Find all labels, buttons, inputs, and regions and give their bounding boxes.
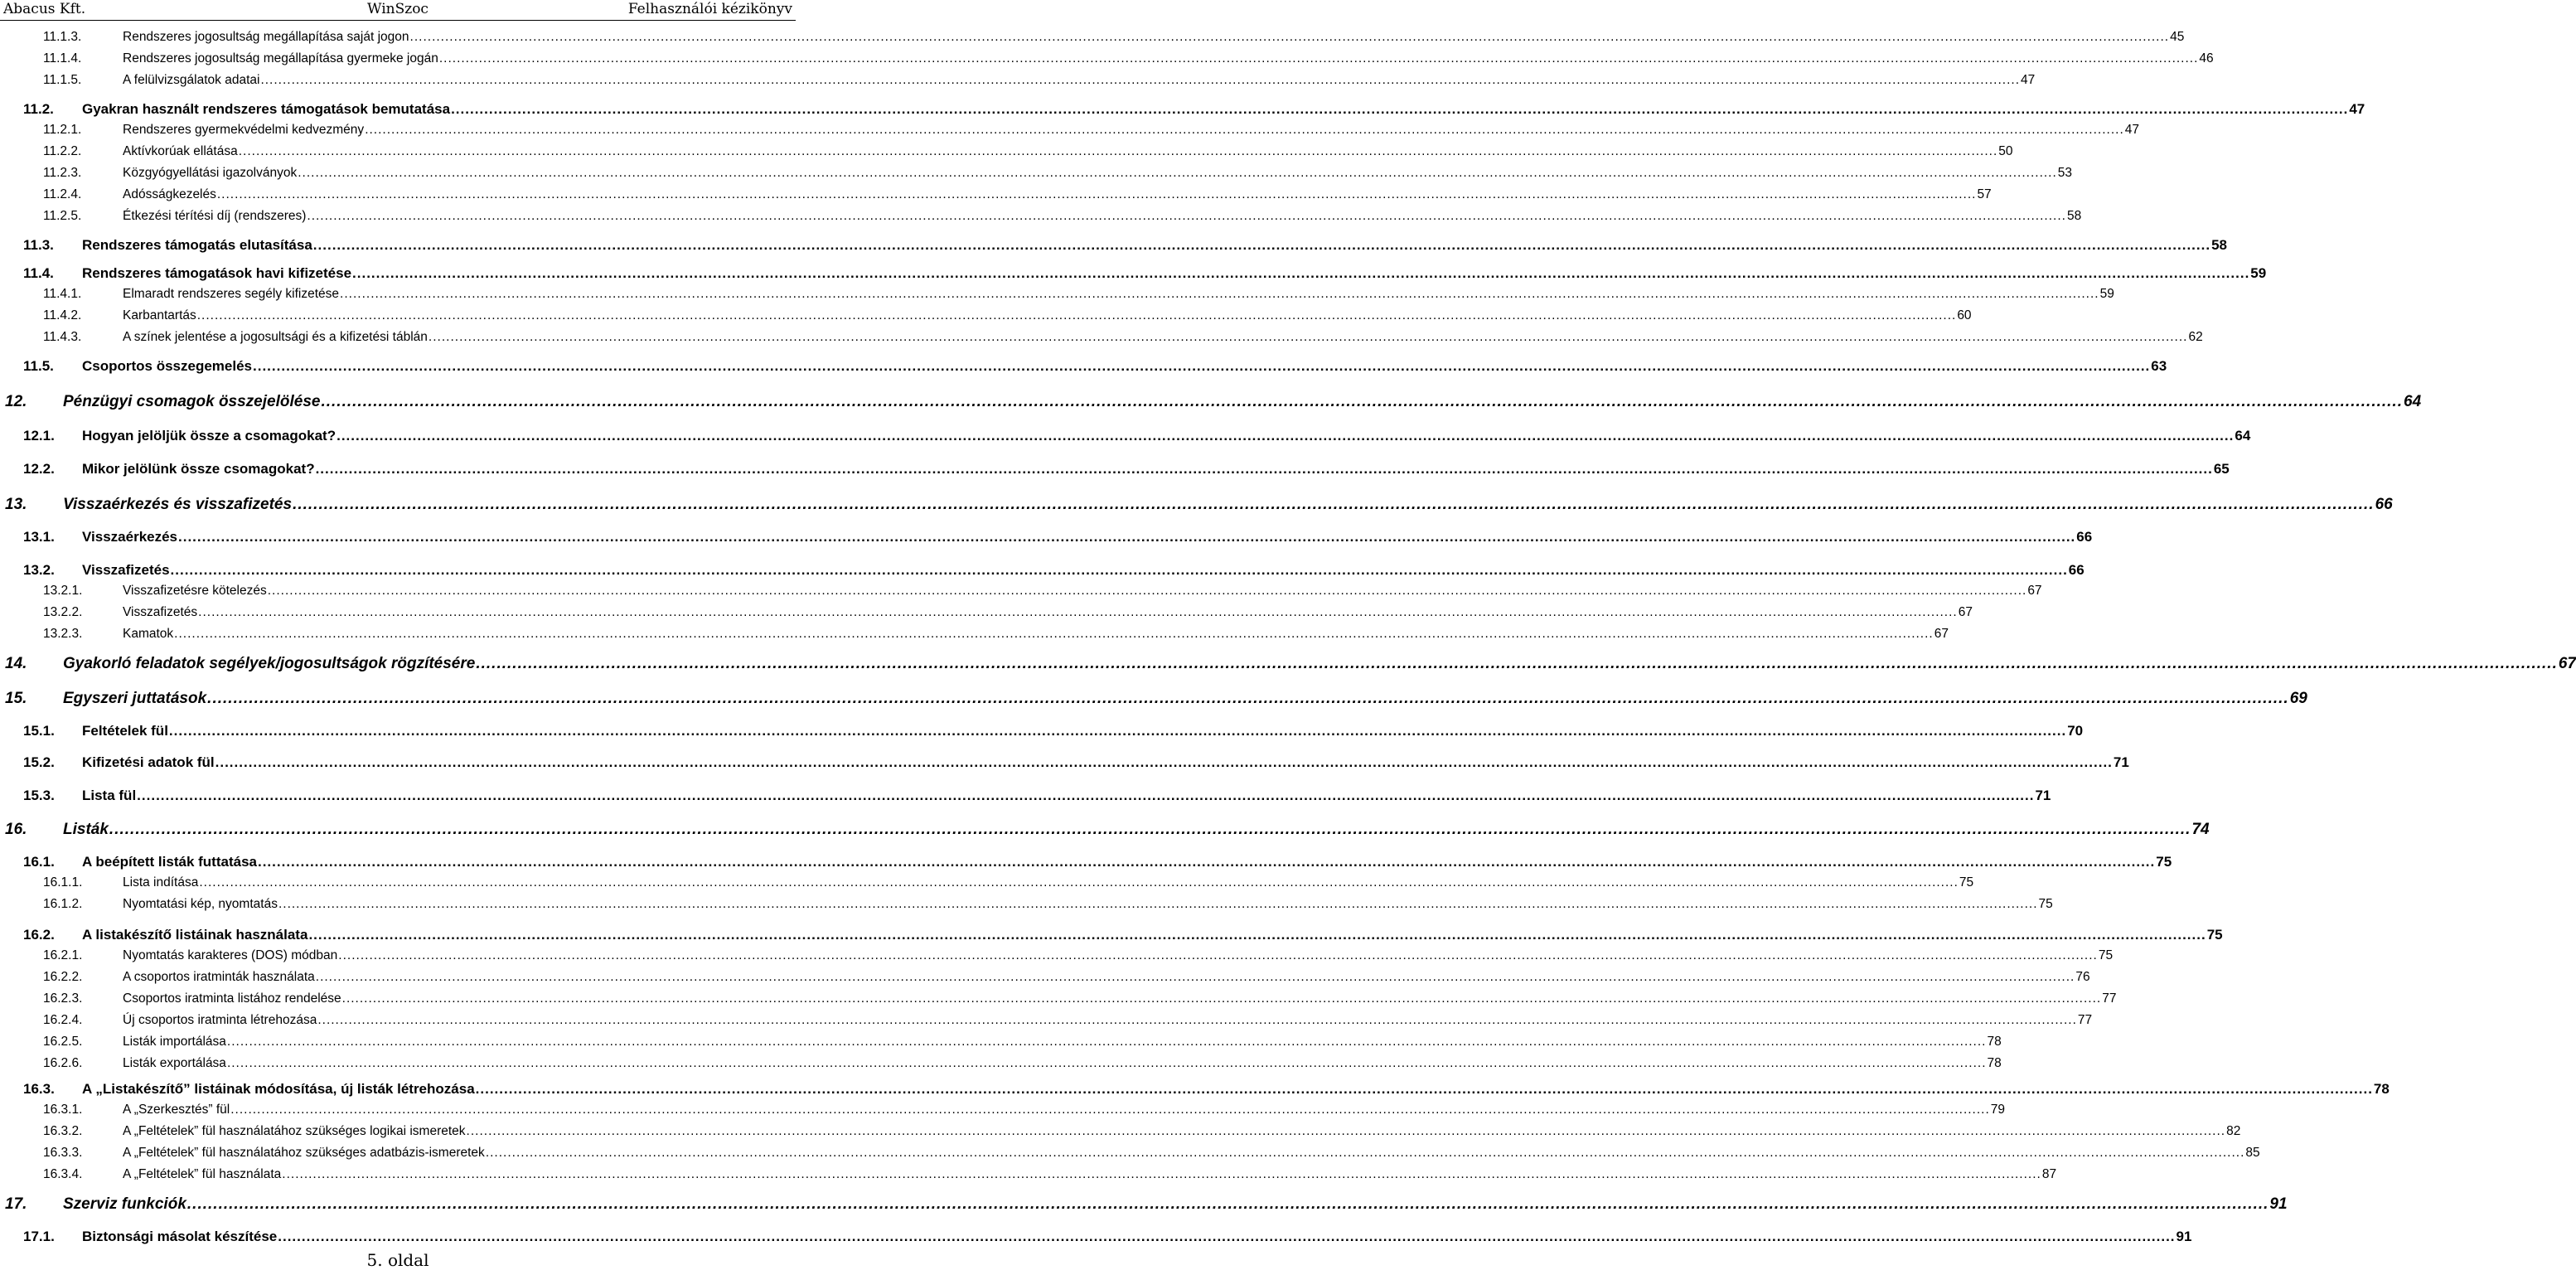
toc-entry-level-3[interactable] bbox=[0, 1146, 2260, 1161]
toc-dot-leader: ................................................................................................................................................................................................................................................................................................................................................................................................................ bbox=[199, 875, 1959, 889]
toc-entry-number: 11.1.3. bbox=[43, 30, 82, 44]
toc-entry-title: Rendszeres támogatások havi kifizetése bbox=[82, 265, 352, 281]
toc-entry-number: 14. bbox=[5, 655, 27, 672]
toc-entry-page: 47 bbox=[2349, 101, 2365, 117]
toc-entry-title: Aktívkorúak ellátása bbox=[123, 144, 238, 158]
toc-entry-number: 11.2. bbox=[23, 101, 54, 117]
toc-entry-title: Rendszeres jogosultság megállapítása saját jogon bbox=[123, 30, 409, 44]
toc-entry-number: 17.1. bbox=[23, 1229, 55, 1244]
toc-entry-level-3[interactable] bbox=[0, 187, 1992, 202]
toc-entry-number: 16.3.1. bbox=[43, 1103, 83, 1117]
toc-entry-page: 78 bbox=[1987, 1035, 2002, 1049]
toc-entry-level-3[interactable] bbox=[0, 948, 2114, 963]
toc-entry-page: 47 bbox=[2021, 73, 2036, 87]
toc-dot-leader: ................................................................................................................................................................................................................................................................................................................................................................................................................ bbox=[308, 927, 2206, 943]
toc-entry-number: 16.3. bbox=[23, 1081, 55, 1097]
toc-dot-leader: ................................................................................................................................................................................................................................................................................................................................................................................................................ bbox=[198, 605, 1958, 619]
toc-entry-title: Adósságkezelés bbox=[123, 187, 216, 201]
toc-entry-page: 85 bbox=[2245, 1146, 2260, 1160]
toc-entry-page: 91 bbox=[2269, 1195, 2288, 1213]
toc-entry-title: Közgyógyellátási igazolványok bbox=[123, 166, 298, 180]
toc-dot-leader: ................................................................................................................................................................................................................................................................................................................................................................................................................ bbox=[216, 187, 1977, 201]
toc-entry-number: 16. bbox=[5, 821, 27, 838]
toc-entry-page: 58 bbox=[2066, 209, 2082, 223]
toc-entry-title: Visszafizetés bbox=[82, 562, 170, 578]
toc-dot-leader: ................................................................................................................................................................................................................................................................................................................................................................................................................ bbox=[341, 991, 2102, 1006]
toc-entry-number: 17. bbox=[5, 1195, 27, 1213]
toc-entry-title: Csoportos összegemelés bbox=[82, 358, 253, 374]
toc-entry-level-3[interactable] bbox=[0, 897, 2053, 912]
toc-entry-level-3[interactable] bbox=[0, 1167, 2057, 1182]
toc-entry-title: Visszafizetés bbox=[123, 605, 198, 619]
toc-entry-title: A csoportos iratminták használata bbox=[123, 970, 315, 984]
toc-entry-page: 60 bbox=[1957, 308, 1972, 322]
toc-entry-number: 16.3.3. bbox=[43, 1146, 83, 1160]
toc-entry-level-1[interactable] bbox=[0, 690, 2307, 708]
toc-entry-page: 62 bbox=[2188, 330, 2203, 344]
toc-dot-leader: ................................................................................................................................................................................................................................................................................................................................................................................................................ bbox=[338, 948, 2098, 962]
toc-entry-level-2[interactable] bbox=[0, 754, 2129, 771]
toc-dot-leader: ................................................................................................................................................................................................................................................................................................................................................................................................................ bbox=[321, 393, 2403, 410]
toc-entry-page: 75 bbox=[2098, 948, 2114, 962]
toc-entry-title: Feltételek fül bbox=[82, 723, 168, 739]
toc-entry-level-2[interactable] bbox=[0, 461, 2230, 477]
toc-dot-leader: ................................................................................................................................................................................................................................................................................................................................................................................................................ bbox=[428, 330, 2188, 344]
toc-entry-page: 74 bbox=[2191, 821, 2210, 838]
toc-entry-title: A „Feltételek” fül használatához szükséges adatbázis-ismeretek bbox=[123, 1146, 485, 1160]
toc-entry-number: 11.2.1. bbox=[43, 123, 82, 137]
toc-entry-title: Kamatok bbox=[123, 627, 174, 641]
toc-dot-leader: ................................................................................................................................................................................................................................................................................................................................................................................................................ bbox=[257, 854, 2156, 870]
toc-dot-leader: ................................................................................................................................................................................................................................................................................................................................................................................................................ bbox=[315, 970, 2075, 984]
toc-entry-level-3[interactable] bbox=[0, 166, 2073, 181]
toc-entry-level-3[interactable] bbox=[0, 51, 2214, 66]
toc-entry-title: Lista fül bbox=[82, 788, 137, 803]
toc-entry-number: 11.2.4. bbox=[43, 187, 82, 201]
toc-dot-leader: ................................................................................................................................................................................................................................................................................................................................................................................................................ bbox=[312, 237, 2211, 253]
toc-entry-page: 75 bbox=[2038, 897, 2053, 911]
toc-entry-title: A beépített listák futtatása bbox=[82, 854, 257, 870]
toc-entry-title: Listák importálása bbox=[123, 1035, 226, 1049]
toc-entry-page: 67 bbox=[2027, 584, 2042, 598]
toc-entry-title: Listák bbox=[63, 821, 109, 838]
toc-entry-level-2[interactable] bbox=[0, 562, 2085, 579]
toc-entry-level-2[interactable] bbox=[0, 927, 2223, 943]
toc-entry-page: 71 bbox=[2035, 788, 2051, 803]
toc-entry-level-3[interactable] bbox=[0, 209, 2082, 224]
toc-dot-leader: ................................................................................................................................................................................................................................................................................................................................................................................................................ bbox=[293, 496, 2375, 513]
toc-entry-number: 16.1. bbox=[23, 854, 55, 870]
toc-entry-title: Új csoportos iratminta létrehozása bbox=[123, 1013, 317, 1027]
toc-entry-title: Visszaérkezés és visszafizetés bbox=[63, 496, 293, 513]
toc-dot-leader: ................................................................................................................................................................................................................................................................................................................................................................................................................ bbox=[315, 461, 2213, 477]
toc-entry-page: 66 bbox=[2076, 529, 2093, 545]
toc-entry-level-3[interactable] bbox=[0, 1124, 2241, 1139]
toc-entry-title: Nyomtatási kép, nyomtatás bbox=[123, 897, 278, 911]
toc-entry-number: 16.2. bbox=[23, 927, 55, 943]
toc-dot-leader: ................................................................................................................................................................................................................................................................................................................................................................................................................ bbox=[485, 1146, 2245, 1160]
toc-entry-page: 71 bbox=[2113, 754, 2129, 770]
toc-entry-page: 76 bbox=[2075, 970, 2090, 984]
toc-dot-leader: ................................................................................................................................................................................................................................................................................................................................................................................................................ bbox=[282, 1167, 2041, 1181]
header-product: WinSzoc bbox=[367, 1, 429, 17]
toc-entry-number: 16.1.1. bbox=[43, 875, 83, 889]
toc-entry-level-3[interactable] bbox=[0, 330, 2203, 345]
toc-dot-leader: ................................................................................................................................................................................................................................................................................................................................................................................................................ bbox=[137, 788, 2035, 803]
toc-dot-leader: ................................................................................................................................................................................................................................................................................................................................................................................................................ bbox=[409, 30, 2170, 44]
toc-dot-leader: ................................................................................................................................................................................................................................................................................................................................................................................................................ bbox=[215, 754, 2113, 770]
toc-entry-page: 87 bbox=[2041, 1167, 2057, 1181]
toc-entry-page: 78 bbox=[2373, 1081, 2390, 1097]
toc-entry-title: Biztonsági másolat készítése bbox=[82, 1229, 278, 1244]
toc-entry-page: 82 bbox=[2226, 1124, 2241, 1138]
toc-entry-level-3[interactable] bbox=[0, 970, 2090, 985]
toc-entry-page: 66 bbox=[2375, 496, 2393, 513]
toc-entry-level-3[interactable] bbox=[0, 627, 1949, 642]
toc-dot-leader: ................................................................................................................................................................................................................................................................................................................................................................................................................ bbox=[466, 1124, 2226, 1138]
toc-entry-page: 65 bbox=[2213, 461, 2230, 477]
toc-entry-number: 13.1. bbox=[23, 529, 55, 545]
toc-entry-page: 69 bbox=[2289, 690, 2307, 707]
toc-entry-number: 15.3. bbox=[23, 788, 55, 803]
toc-entry-title: A listakészítő listáinak használata bbox=[82, 927, 308, 943]
toc-entry-title: Gyakran használt rendszeres támogatások bemutatása bbox=[82, 101, 451, 117]
toc-entry-page: 77 bbox=[2102, 991, 2117, 1006]
toc-dot-leader: ................................................................................................................................................................................................................................................................................................................................................................................................................ bbox=[451, 101, 2349, 117]
toc-entry-level-3[interactable] bbox=[0, 73, 2036, 88]
toc-entry-number: 15.2. bbox=[23, 754, 55, 770]
toc-entry-title: Étkezési térítési díj (rendszeres) bbox=[123, 209, 307, 223]
toc-entry-number: 16.2.3. bbox=[43, 991, 83, 1006]
toc-entry-number: 11.2.2. bbox=[43, 144, 82, 158]
toc-entry-level-2[interactable] bbox=[0, 428, 2251, 444]
toc-entry-page: 67 bbox=[1934, 627, 1949, 641]
toc-entry-level-3[interactable] bbox=[0, 30, 2185, 45]
toc-entry-level-2[interactable] bbox=[0, 529, 2093, 545]
toc-dot-leader: ................................................................................................................................................................................................................................................................................................................................................................................................................ bbox=[365, 123, 2124, 137]
toc-entry-level-2[interactable] bbox=[0, 723, 2084, 739]
toc-entry-title: A „Listakészítő” listáinak módosítása, új listák létrehozása bbox=[82, 1081, 475, 1097]
toc-entry-page: 75 bbox=[1959, 875, 1974, 889]
toc-dot-leader: ................................................................................................................................................................................................................................................................................................................................................................................................................ bbox=[109, 821, 2191, 838]
toc-entry-number: 16.1.2. bbox=[43, 897, 83, 911]
toc-entry-title: Elmaradt rendszeres segély kifizetése bbox=[123, 287, 340, 301]
toc-entry-page: 70 bbox=[2067, 723, 2084, 739]
toc-dot-leader: ................................................................................................................................................................................................................................................................................................................................................................................................................ bbox=[438, 51, 2199, 65]
toc-entry-title: Lista indítása bbox=[123, 875, 199, 889]
toc-entry-title: Hogyan jelöljük össze a csomagokat? bbox=[82, 428, 337, 444]
toc-entry-level-1[interactable] bbox=[0, 655, 2576, 673]
toc-dot-leader: ................................................................................................................................................................................................................................................................................................................................................................................................................ bbox=[260, 73, 2020, 87]
toc-entry-page: 63 bbox=[2151, 358, 2167, 374]
toc-entry-number: 11.2.5. bbox=[43, 209, 82, 223]
toc-entry-level-3[interactable] bbox=[0, 605, 1973, 620]
toc-dot-leader: ................................................................................................................................................................................................................................................................................................................................................................................................................ bbox=[230, 1103, 1990, 1117]
toc-entry-level-1[interactable] bbox=[0, 821, 2210, 839]
toc-entry-title: Rendszeres gyermekvédelmi kedvezmény bbox=[123, 123, 365, 137]
toc-entry-level-3[interactable] bbox=[0, 123, 2139, 138]
toc-entry-level-1[interactable] bbox=[0, 1195, 2288, 1214]
toc-entry-number: 11.1.4. bbox=[43, 51, 82, 65]
toc-entry-page: 46 bbox=[2199, 51, 2214, 65]
toc-entry-number: 13.2.1. bbox=[43, 584, 83, 598]
toc-entry-number: 12.2. bbox=[23, 461, 55, 477]
toc-entry-title: A „Feltételek” fül használata bbox=[123, 1167, 282, 1181]
toc-entry-level-1[interactable] bbox=[0, 393, 2422, 411]
toc-entry-number: 16.3.2. bbox=[43, 1124, 83, 1138]
toc-entry-level-3[interactable] bbox=[0, 1103, 2006, 1117]
toc-entry-title: Kifizetési adatok fül bbox=[82, 754, 215, 770]
toc-entry-number: 13.2.2. bbox=[43, 605, 83, 619]
toc-entry-title: Mikor jelölünk össze csomagokat? bbox=[82, 461, 315, 477]
toc-entry-level-2[interactable] bbox=[0, 788, 2051, 804]
toc-entry-level-3[interactable] bbox=[0, 1056, 2002, 1071]
toc-entry-page: 59 bbox=[2250, 265, 2267, 281]
page-number: 5. oldal bbox=[366, 1250, 429, 1270]
toc-dot-leader: ................................................................................................................................................................................................................................................................................................................................................................................................................ bbox=[238, 144, 1998, 158]
toc-entry-level-3[interactable] bbox=[0, 287, 2114, 302]
toc-dot-leader: ................................................................................................................................................................................................................................................................................................................................................................................................................ bbox=[196, 308, 1957, 322]
toc-dot-leader: ................................................................................................................................................................................................................................................................................................................................................................................................................ bbox=[298, 166, 2057, 180]
toc-entry-number: 11.4.3. bbox=[43, 330, 82, 344]
toc-entry-number: 16.3.4. bbox=[43, 1167, 83, 1181]
toc-entry-title: Visszafizetésre kötelezés bbox=[123, 584, 267, 598]
toc-dot-leader: ................................................................................................................................................................................................................................................................................................................................................................................................................ bbox=[278, 897, 2038, 911]
toc-entry-title: Karbantartás bbox=[123, 308, 196, 322]
toc-entry-page: 45 bbox=[2170, 30, 2185, 44]
toc-entry-title: Visszaérkezés bbox=[82, 529, 178, 545]
toc-entry-level-3[interactable] bbox=[0, 144, 2013, 159]
toc-dot-leader: ................................................................................................................................................................................................................................................................................................................................................................................................................ bbox=[317, 1013, 2077, 1027]
toc-dot-leader: ................................................................................................................................................................................................................................................................................................................................................................................................................ bbox=[226, 1035, 1987, 1049]
toc-entry-page: 79 bbox=[1990, 1103, 2006, 1117]
toc-entry-page: 75 bbox=[2156, 854, 2172, 870]
toc-entry-title: A „Feltételek” fül használatához szükséges logikai ismeretek bbox=[123, 1124, 466, 1138]
toc-entry-page: 57 bbox=[1977, 187, 1992, 201]
toc-entry-number: 13.2.3. bbox=[43, 627, 83, 641]
toc-entry-number: 12. bbox=[5, 393, 27, 410]
toc-entry-title: A színek jelentése a jogosultsági és a kifizetési táblán bbox=[123, 330, 428, 344]
toc-entry-page: 64 bbox=[2404, 393, 2422, 410]
toc-entry-number: 16.2.2. bbox=[43, 970, 83, 984]
toc-entry-number: 13. bbox=[5, 496, 27, 513]
toc-entry-level-2[interactable] bbox=[0, 101, 2365, 118]
toc-entry-title: Nyomtatás karakteres (DOS) módban bbox=[123, 948, 338, 962]
toc-entry-page: 67 bbox=[1958, 605, 1973, 619]
toc-entry-page: 67 bbox=[2558, 655, 2576, 672]
toc-dot-leader: ................................................................................................................................................................................................................................................................................................................................................................................................................ bbox=[337, 428, 2235, 444]
toc-entry-number: 15.1. bbox=[23, 723, 55, 739]
toc-dot-leader: ................................................................................................................................................................................................................................................................................................................................................................................................................ bbox=[340, 287, 2099, 301]
toc-dot-leader: ................................................................................................................................................................................................................................................................................................................................................................................................................ bbox=[278, 1229, 2176, 1244]
toc-dot-leader: ................................................................................................................................................................................................................................................................................................................................................................................................................ bbox=[226, 1056, 1987, 1070]
toc-entry-number: 16.2.4. bbox=[43, 1013, 83, 1027]
toc-entry-page: 64 bbox=[2235, 428, 2251, 444]
toc-entry-number: 11.4. bbox=[23, 265, 54, 281]
toc-entry-level-3[interactable] bbox=[0, 584, 2042, 599]
toc-entry-page: 78 bbox=[1987, 1056, 2002, 1070]
toc-entry-title: A „Szerkesztés” fül bbox=[123, 1103, 230, 1117]
toc-dot-leader: ................................................................................................................................................................................................................................................................................................................................................................................................................ bbox=[253, 358, 2151, 374]
toc-dot-leader: ................................................................................................................................................................................................................................................................................................................................................................................................................ bbox=[476, 655, 2558, 672]
toc-entry-title: Listák exportálása bbox=[123, 1056, 226, 1070]
toc-entry-page: 59 bbox=[2099, 287, 2114, 301]
toc-entry-title: Szerviz funkciók bbox=[63, 1195, 186, 1213]
toc-entry-title: Pénzügyi csomagok összejelölése bbox=[63, 393, 321, 410]
toc-entry-title: Csoportos iratminta listához rendelése bbox=[123, 991, 341, 1006]
toc-entry-number: 16.2.5. bbox=[43, 1035, 83, 1049]
toc-entry-level-2[interactable] bbox=[0, 1229, 2192, 1245]
toc-entry-title: A felülvizsgálatok adatai bbox=[123, 73, 260, 87]
toc-dot-leader: ................................................................................................................................................................................................................................................................................................................................................................................................................ bbox=[267, 584, 2027, 598]
toc-entry-level-3[interactable] bbox=[0, 875, 1974, 890]
header-doc-title: Felhasználói kézikönyv bbox=[627, 1, 792, 17]
toc-dot-leader: ................................................................................................................................................................................................................................................................................................................................................................................................................ bbox=[186, 1195, 2269, 1213]
toc-entry-level-3[interactable] bbox=[0, 308, 1972, 323]
toc-dot-leader: ................................................................................................................................................................................................................................................................................................................................................................................................................ bbox=[475, 1081, 2373, 1097]
toc-entry-page: 91 bbox=[2176, 1229, 2192, 1244]
toc-entry-page: 77 bbox=[2077, 1013, 2093, 1027]
toc-entry-number: 11.5. bbox=[23, 358, 54, 374]
toc-dot-leader: ................................................................................................................................................................................................................................................................................................................................................................................................................ bbox=[207, 690, 2289, 707]
toc-entry-level-3[interactable] bbox=[0, 991, 2117, 1006]
toc-entry-level-2[interactable] bbox=[0, 237, 2227, 254]
toc-dot-leader: ................................................................................................................................................................................................................................................................................................................................................................................................................ bbox=[178, 529, 2076, 545]
toc-entry-title: Rendszeres jogosultság megállapítása gyermeke jogán bbox=[123, 51, 438, 65]
toc-dot-leader: ................................................................................................................................................................................................................................................................................................................................................................................................................ bbox=[174, 627, 1934, 641]
toc-entry-level-2[interactable] bbox=[0, 265, 2267, 282]
toc-entry-number: 11.4.2. bbox=[43, 308, 82, 322]
toc-entry-number: 15. bbox=[5, 690, 27, 707]
toc-entry-number: 11.3. bbox=[23, 237, 54, 253]
toc-dot-leader: ................................................................................................................................................................................................................................................................................................................................................................................................................ bbox=[170, 562, 2068, 578]
toc-entry-number: 16.2.1. bbox=[43, 948, 83, 962]
toc-entry-page: 66 bbox=[2068, 562, 2085, 578]
toc-entry-page: 47 bbox=[2124, 123, 2139, 137]
toc-entry-title: Egyszeri juttatások bbox=[63, 690, 207, 707]
toc-entry-number: 11.1.5. bbox=[43, 73, 82, 87]
toc-entry-number: 11.4.1. bbox=[43, 287, 82, 301]
toc-entry-page: 53 bbox=[2057, 166, 2073, 180]
toc-entry-page: 75 bbox=[2206, 927, 2223, 943]
toc-entry-level-1[interactable] bbox=[0, 496, 2393, 514]
toc-entry-title: Rendszeres támogatás elutasítása bbox=[82, 237, 312, 253]
toc-entry-number: 16.2.6. bbox=[43, 1056, 83, 1070]
toc-entry-level-3[interactable] bbox=[0, 1035, 2002, 1049]
toc-entry-level-3[interactable] bbox=[0, 1013, 2093, 1028]
toc-entry-title: Gyakorló feladatok segélyek/jogosultságok rögzítésére bbox=[63, 655, 476, 672]
toc-entry-number: 13.2. bbox=[23, 562, 55, 578]
header-company: Abacus Kft. bbox=[3, 1, 86, 17]
toc-entry-number: 12.1. bbox=[23, 428, 55, 444]
toc-entry-number: 11.2.3. bbox=[43, 166, 82, 180]
toc-dot-leader: ................................................................................................................................................................................................................................................................................................................................................................................................................ bbox=[307, 209, 2066, 223]
toc-entry-level-2[interactable] bbox=[0, 358, 2167, 375]
toc-entry-page: 50 bbox=[1998, 144, 2013, 158]
toc-entry-level-2[interactable] bbox=[0, 854, 2172, 870]
toc-entry-page: 58 bbox=[2211, 237, 2227, 253]
toc-entry-level-2[interactable] bbox=[0, 1081, 2390, 1098]
toc-dot-leader: ................................................................................................................................................................................................................................................................................................................................................................................................................ bbox=[168, 723, 2067, 739]
toc-dot-leader: ................................................................................................................................................................................................................................................................................................................................................................................................................ bbox=[352, 265, 2250, 281]
